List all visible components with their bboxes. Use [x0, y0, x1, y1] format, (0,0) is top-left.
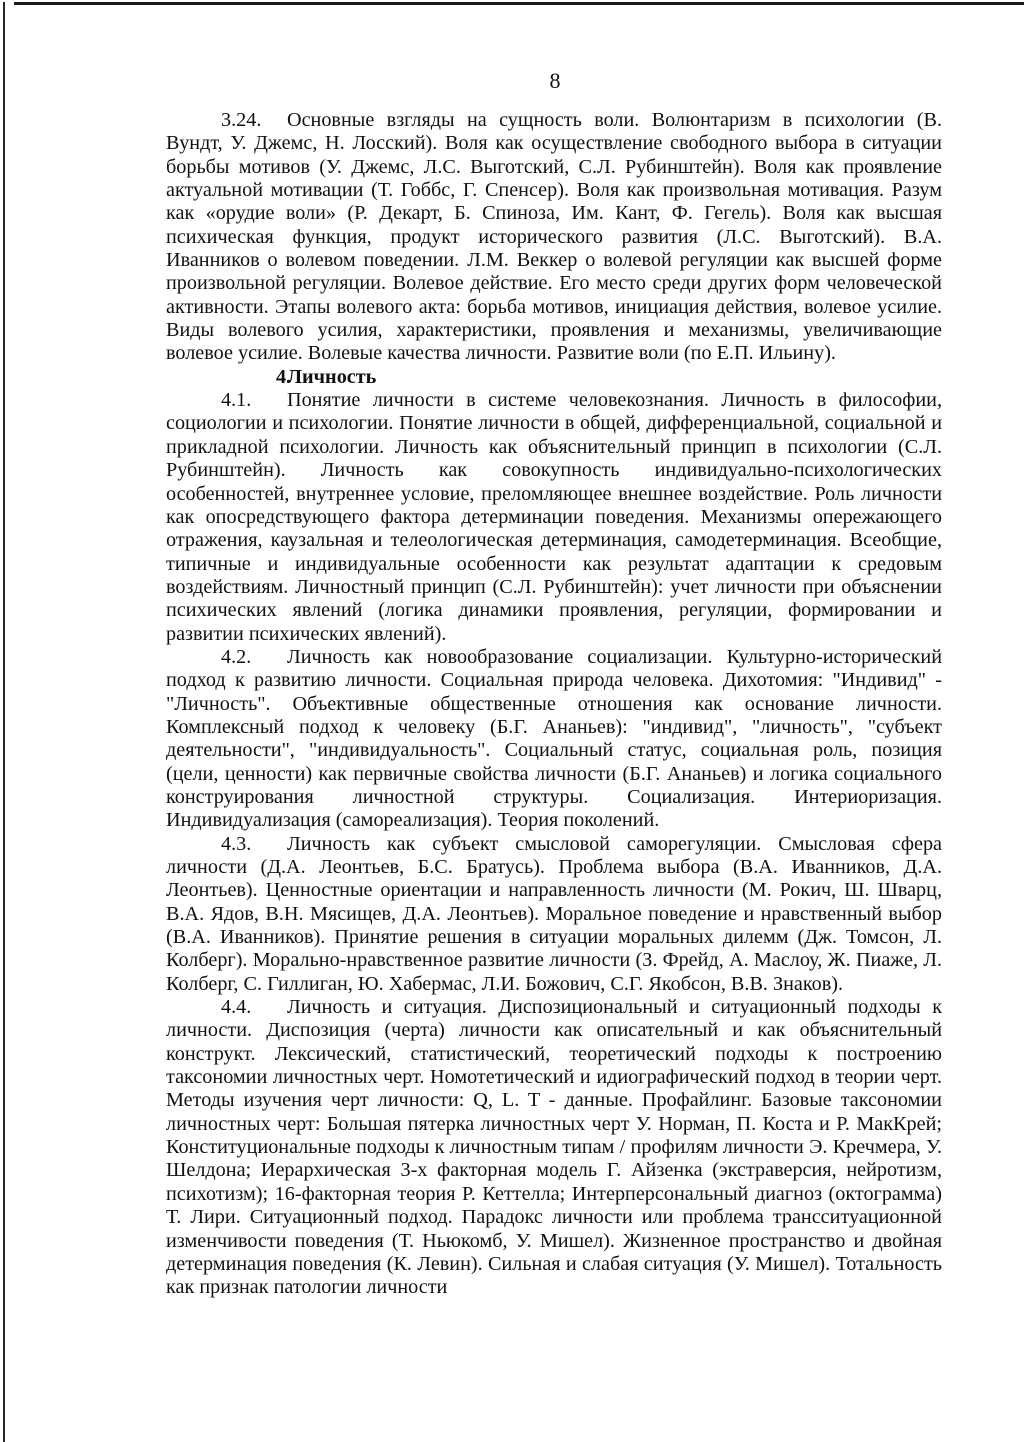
paragraph-4-4 [166, 996, 942, 1299]
paragraph-number: 4.2. [221, 645, 252, 668]
section-heading-4 [166, 366, 942, 389]
paragraph-text: Личность как субъект смысловой саморегуляции. Смысловая сфера личности (Д.А. Леонтьев, Б.С. Братусь). Проблема выбора (В.А. Иванников, Д.А. Леонтьев). Ценностные ориентации и направленность личности (М. Рокич, Ш. Шварц, В.А. Ядов, В.Н. Мясищев, Д.А. Леонтьев). Моральное поведение и нравственный выбор (В.А. Иванников). Принятие решения в ситуации моральных дилемм (Дж. Томсон, Л. Колберг). Морально-нравственное развитие личности (З. Фрейд, А. Маслоу, Ж. Пиаже, Л. Колберг, С. Гиллиган, Ю. Хабермас, Л.И. Божович, С.Г. Якобсон, В.В. Знаков). [166, 832, 942, 995]
paragraph-number: 4.3. [221, 832, 252, 855]
page-number: 8 [549, 68, 561, 93]
page-body [166, 109, 942, 1300]
paragraph-4-2 [166, 646, 942, 833]
paragraph-number: 4.4. [221, 996, 252, 1019]
paragraph-4-1 [166, 389, 942, 646]
scan-top-edge [14, 2, 1024, 5]
paragraph-text: Понятие личности в системе человекознания. Личность в философии, социологии и психологии. Понятие личности в общей, дифференциальной, социальной и прикладной психологии. Личность как объяснительный принцип в психологии (С.Л. Рубинштейн). Личность как совокупность индивидуально-психологических особенностей, внутреннее условие, преломляющее внешнее воздействие. Роль личности как опосредствующего фактора детерминации поведения. Механизмы опережающего отражения, каузальная и телеологическая детерминация, самодетерминация. Всеобщие, типичные и индивидуальные особенности как результат адаптации к средовым воздействиям. Личностный принцип (С.Л. Рубинштейн): учет личности при объяснении психических явлений (логика динамики проявления, регуляции, формировании и развитии психических явлений). [166, 389, 942, 645]
scan-left-edge [3, 2, 5, 1442]
paragraph-3-24 [166, 109, 942, 366]
section-number: 4. [276, 365, 292, 388]
paragraph-4-3 [166, 833, 942, 996]
paragraph-text: Личность как новообразование социализации. Культурно-исторический подход к развитию личности. Социальная природа человека. Дихотомия: "Индивид" - "Личность". Объективные общественные отношения как основание личности. Комплексный подход к человеку (Б.Г. Ананьев): "индивид", "личность", "субъект деятельности", "индивидуальность". Социальный статус, социальная роль, позиция (цели, ценности) как первичные свойства личности (Б.Г. Ананьев) и логика социального конструирования личностной структуры. Социализация. Интериоризация. Индивидуализация (самореализация). Теория поколений. [166, 645, 942, 832]
section-title: Личность [287, 365, 377, 388]
paragraph-number: 4.1. [221, 389, 252, 412]
paragraph-text: Личность и ситуация. Диспозициональный и ситуационный подходы к личности. Диспозиция (черта) личности как описательный и как объяснительный конструкт. Лексический, статистический, теоретический подходы к построению таксономии личностных черт. Номотетический и идиографический подход в теории черт. Методы изучения черт личности: Q, L. T - данные. Профайлинг. Базовые таксономии личностных черт: Большая пятерка личностных черт У. Норман, П. Коста и Р. МакКрей; Конституциональные подходы к личностным типам / профилям личности Э. Кречмера, У. Шелдона; Иерархическая 3-х факторная модель Г. Айзенка (экстраверсия, нейротизм, психотизм); 16-факторная теория Р. Кеттелла; Интерперсональный диагноз (октограмма) Т. Лири. Ситуационный подход. Парадокс личности или проблема трансситуационной изменчивости поведения (Т. Ньюкомб, У. Мишел). Жизненное пространство и двойная детерминация поведения (К. Левин). Сильная и слабая ситуация (У. Мишел). Тотальность как признак патологии личности [166, 996, 942, 1299]
paragraph-number: 3.24. [221, 109, 262, 131]
paragraph-text: Основные взгляды на сущность воли. Волюнтаризм в психологии (В. Вундт, У. Джемс, Н. Лосский). Воля как осуществление свободного выбора в ситуации борьбы мотивов (У. Джемс, Л.С. Выготский, С.Л. Рубинштейн). Воля как проявление актуальной мотивации (Т. Гоббс, Г. Спенсер). Воля как произвольная мотивация. Разум как «орудие воли» (Р. Декарт, Б. Спиноза, Им. Кант, Ф. Гегель). Воля как высшая психическая функция, продукт исторического развития (Л.С. Выготский). В.А. Иванников о волевом поведении. Л.М. Веккер о волевой регуляции как высшей форме произвольной регуляции. Волевое действие. Его место среди других форм человеческой активности. Этапы волевого акта: борьба мотивов, инициация действия, волевое усилие. Виды волевого усилия, характеристики, проявления и механизмы, увеличивающие волевое усилие. Волевые качества личности. Развитие воли (по Е.П. Ильину). [166, 109, 942, 365]
